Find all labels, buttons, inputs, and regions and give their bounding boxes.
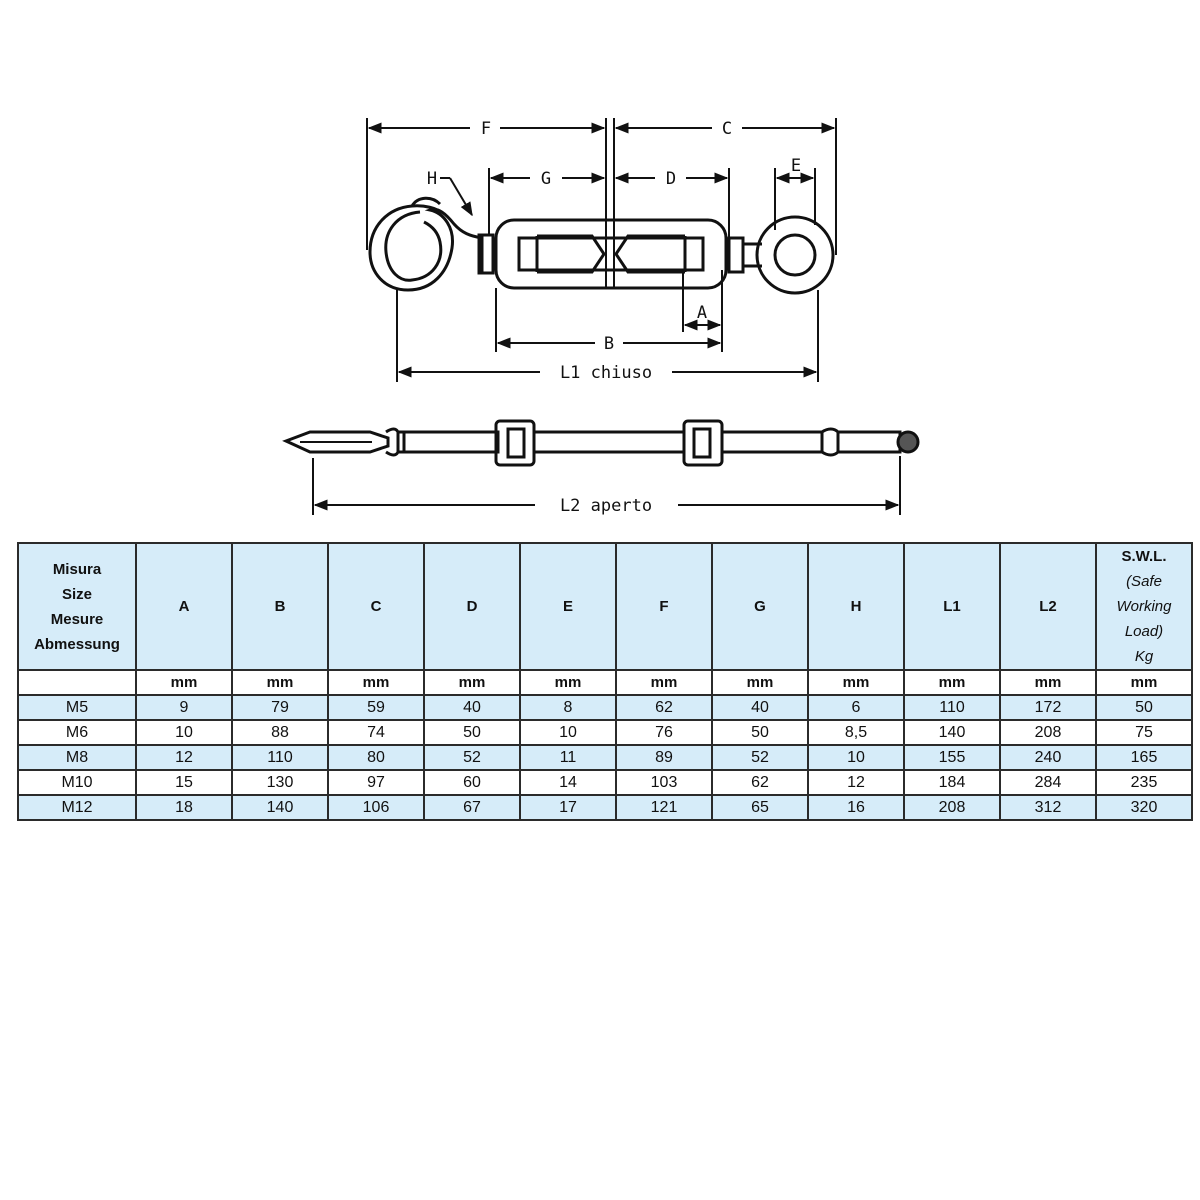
col-header-C: C xyxy=(328,543,424,670)
size-cell: M10 xyxy=(18,770,136,795)
col-header-H: H xyxy=(808,543,904,670)
value-cell: 97 xyxy=(328,770,424,795)
value-cell: 110 xyxy=(232,745,328,770)
table-body xyxy=(18,695,1192,820)
value-cell: 8,5 xyxy=(808,720,904,745)
value-cell: 14 xyxy=(520,770,616,795)
value-cell: 130 xyxy=(232,770,328,795)
value-cell: 62 xyxy=(616,695,712,720)
turnbuckle-drawing xyxy=(0,0,1200,530)
value-cell: 208 xyxy=(1000,720,1096,745)
value-cell: 110 xyxy=(904,695,1000,720)
value-cell: 155 xyxy=(904,745,1000,770)
dimensions-table xyxy=(17,542,1193,821)
table-row xyxy=(18,795,1192,820)
value-cell: 74 xyxy=(328,720,424,745)
dim-label-L1: L1 chiuso xyxy=(559,363,653,383)
value-cell: 6 xyxy=(808,695,904,720)
value-cell: 172 xyxy=(1000,695,1096,720)
units-blank xyxy=(18,670,136,695)
size-header-fr: Mesure xyxy=(50,610,104,628)
col-header-L2: L2 xyxy=(1000,543,1096,670)
swl-sub-4: Kg xyxy=(1134,648,1154,665)
unit-cell: mm xyxy=(616,670,712,695)
header-row xyxy=(18,543,1192,670)
body-frame xyxy=(496,220,726,288)
dim-label-C: C xyxy=(721,119,733,139)
value-cell: 320 xyxy=(1096,795,1192,820)
value-cell: 75 xyxy=(1096,720,1192,745)
col-header-D: D xyxy=(424,543,520,670)
table-row xyxy=(18,695,1192,720)
value-cell: 80 xyxy=(328,745,424,770)
col-header-A: A xyxy=(136,543,232,670)
value-cell: 103 xyxy=(616,770,712,795)
units-row xyxy=(18,670,1192,695)
value-cell: 140 xyxy=(232,795,328,820)
value-cell: 76 xyxy=(616,720,712,745)
size-header-en: Size xyxy=(61,585,92,603)
value-cell: 312 xyxy=(1000,795,1096,820)
dim-label-H: H xyxy=(426,169,438,189)
size-header xyxy=(18,543,136,670)
unit-cell: mm xyxy=(520,670,616,695)
unit-cell: mm xyxy=(808,670,904,695)
swl-title: S.W.L. xyxy=(1121,548,1167,565)
value-cell: 9 xyxy=(136,695,232,720)
size-cell: M8 xyxy=(18,745,136,770)
col-header-G: G xyxy=(712,543,808,670)
value-cell: 15 xyxy=(136,770,232,795)
value-cell: 165 xyxy=(1096,745,1192,770)
col-header-B: B xyxy=(232,543,328,670)
value-cell: 284 xyxy=(1000,770,1096,795)
value-cell: 40 xyxy=(424,695,520,720)
value-cell: 10 xyxy=(808,745,904,770)
unit-cell: mm xyxy=(328,670,424,695)
col-header-F: F xyxy=(616,543,712,670)
value-cell: 18 xyxy=(136,795,232,820)
unit-cell: mm xyxy=(712,670,808,695)
value-cell: 140 xyxy=(904,720,1000,745)
turnbuckle-closed-view xyxy=(370,198,833,293)
size-header-it: Misura xyxy=(52,560,102,578)
value-cell: 235 xyxy=(1096,770,1192,795)
value-cell: 67 xyxy=(424,795,520,820)
value-cell: 40 xyxy=(712,695,808,720)
swl-sub-3: Load) xyxy=(1124,623,1164,640)
value-cell: 52 xyxy=(424,745,520,770)
value-cell: 50 xyxy=(424,720,520,745)
value-cell: 16 xyxy=(808,795,904,820)
eye-shape xyxy=(757,217,833,293)
value-cell: 12 xyxy=(808,770,904,795)
dim-label-L2: L2 aperto xyxy=(559,496,653,516)
value-cell: 89 xyxy=(616,745,712,770)
value-cell: 240 xyxy=(1000,745,1096,770)
col-header-L1: L1 xyxy=(904,543,1000,670)
unit-cell: mm xyxy=(232,670,328,695)
swl-sub-1: (Safe xyxy=(1126,573,1162,590)
value-cell: 17 xyxy=(520,795,616,820)
size-cell: M5 xyxy=(18,695,136,720)
table-row xyxy=(18,745,1192,770)
swl-sub-2: Working xyxy=(1116,598,1172,615)
value-cell: 50 xyxy=(1096,695,1192,720)
size-cell: M6 xyxy=(18,720,136,745)
value-cell: 184 xyxy=(904,770,1000,795)
dim-label-B: B xyxy=(603,334,615,354)
value-cell: 79 xyxy=(232,695,328,720)
unit-cell: mm xyxy=(136,670,232,695)
size-header-de: Abmessung xyxy=(34,635,120,653)
unit-cell: mm xyxy=(1000,670,1096,695)
value-cell: 12 xyxy=(136,745,232,770)
value-cell: 121 xyxy=(616,795,712,820)
dim-label-F: F xyxy=(480,119,492,139)
value-cell: 10 xyxy=(136,720,232,745)
col-header-E: E xyxy=(520,543,616,670)
value-cell: 88 xyxy=(232,720,328,745)
unit-cell: mm xyxy=(424,670,520,695)
value-cell: 106 xyxy=(328,795,424,820)
value-cell: 62 xyxy=(712,770,808,795)
value-cell: 60 xyxy=(424,770,520,795)
value-cell: 8 xyxy=(520,695,616,720)
value-cell: 50 xyxy=(712,720,808,745)
unit-cell: mm xyxy=(904,670,1000,695)
dim-label-D: D xyxy=(665,169,677,189)
turnbuckle-open-view xyxy=(286,421,918,465)
value-cell: 59 xyxy=(328,695,424,720)
swl-header xyxy=(1096,543,1192,670)
value-cell: 10 xyxy=(520,720,616,745)
dim-label-A: A xyxy=(696,303,708,323)
value-cell: 208 xyxy=(904,795,1000,820)
size-cell: M12 xyxy=(18,795,136,820)
table-row xyxy=(18,720,1192,745)
table-row xyxy=(18,770,1192,795)
value-cell: 52 xyxy=(712,745,808,770)
value-cell: 11 xyxy=(520,745,616,770)
dim-label-G: G xyxy=(540,169,552,189)
unit-cell: mm xyxy=(1096,670,1192,695)
dim-label-E: E xyxy=(790,156,802,176)
value-cell: 65 xyxy=(712,795,808,820)
